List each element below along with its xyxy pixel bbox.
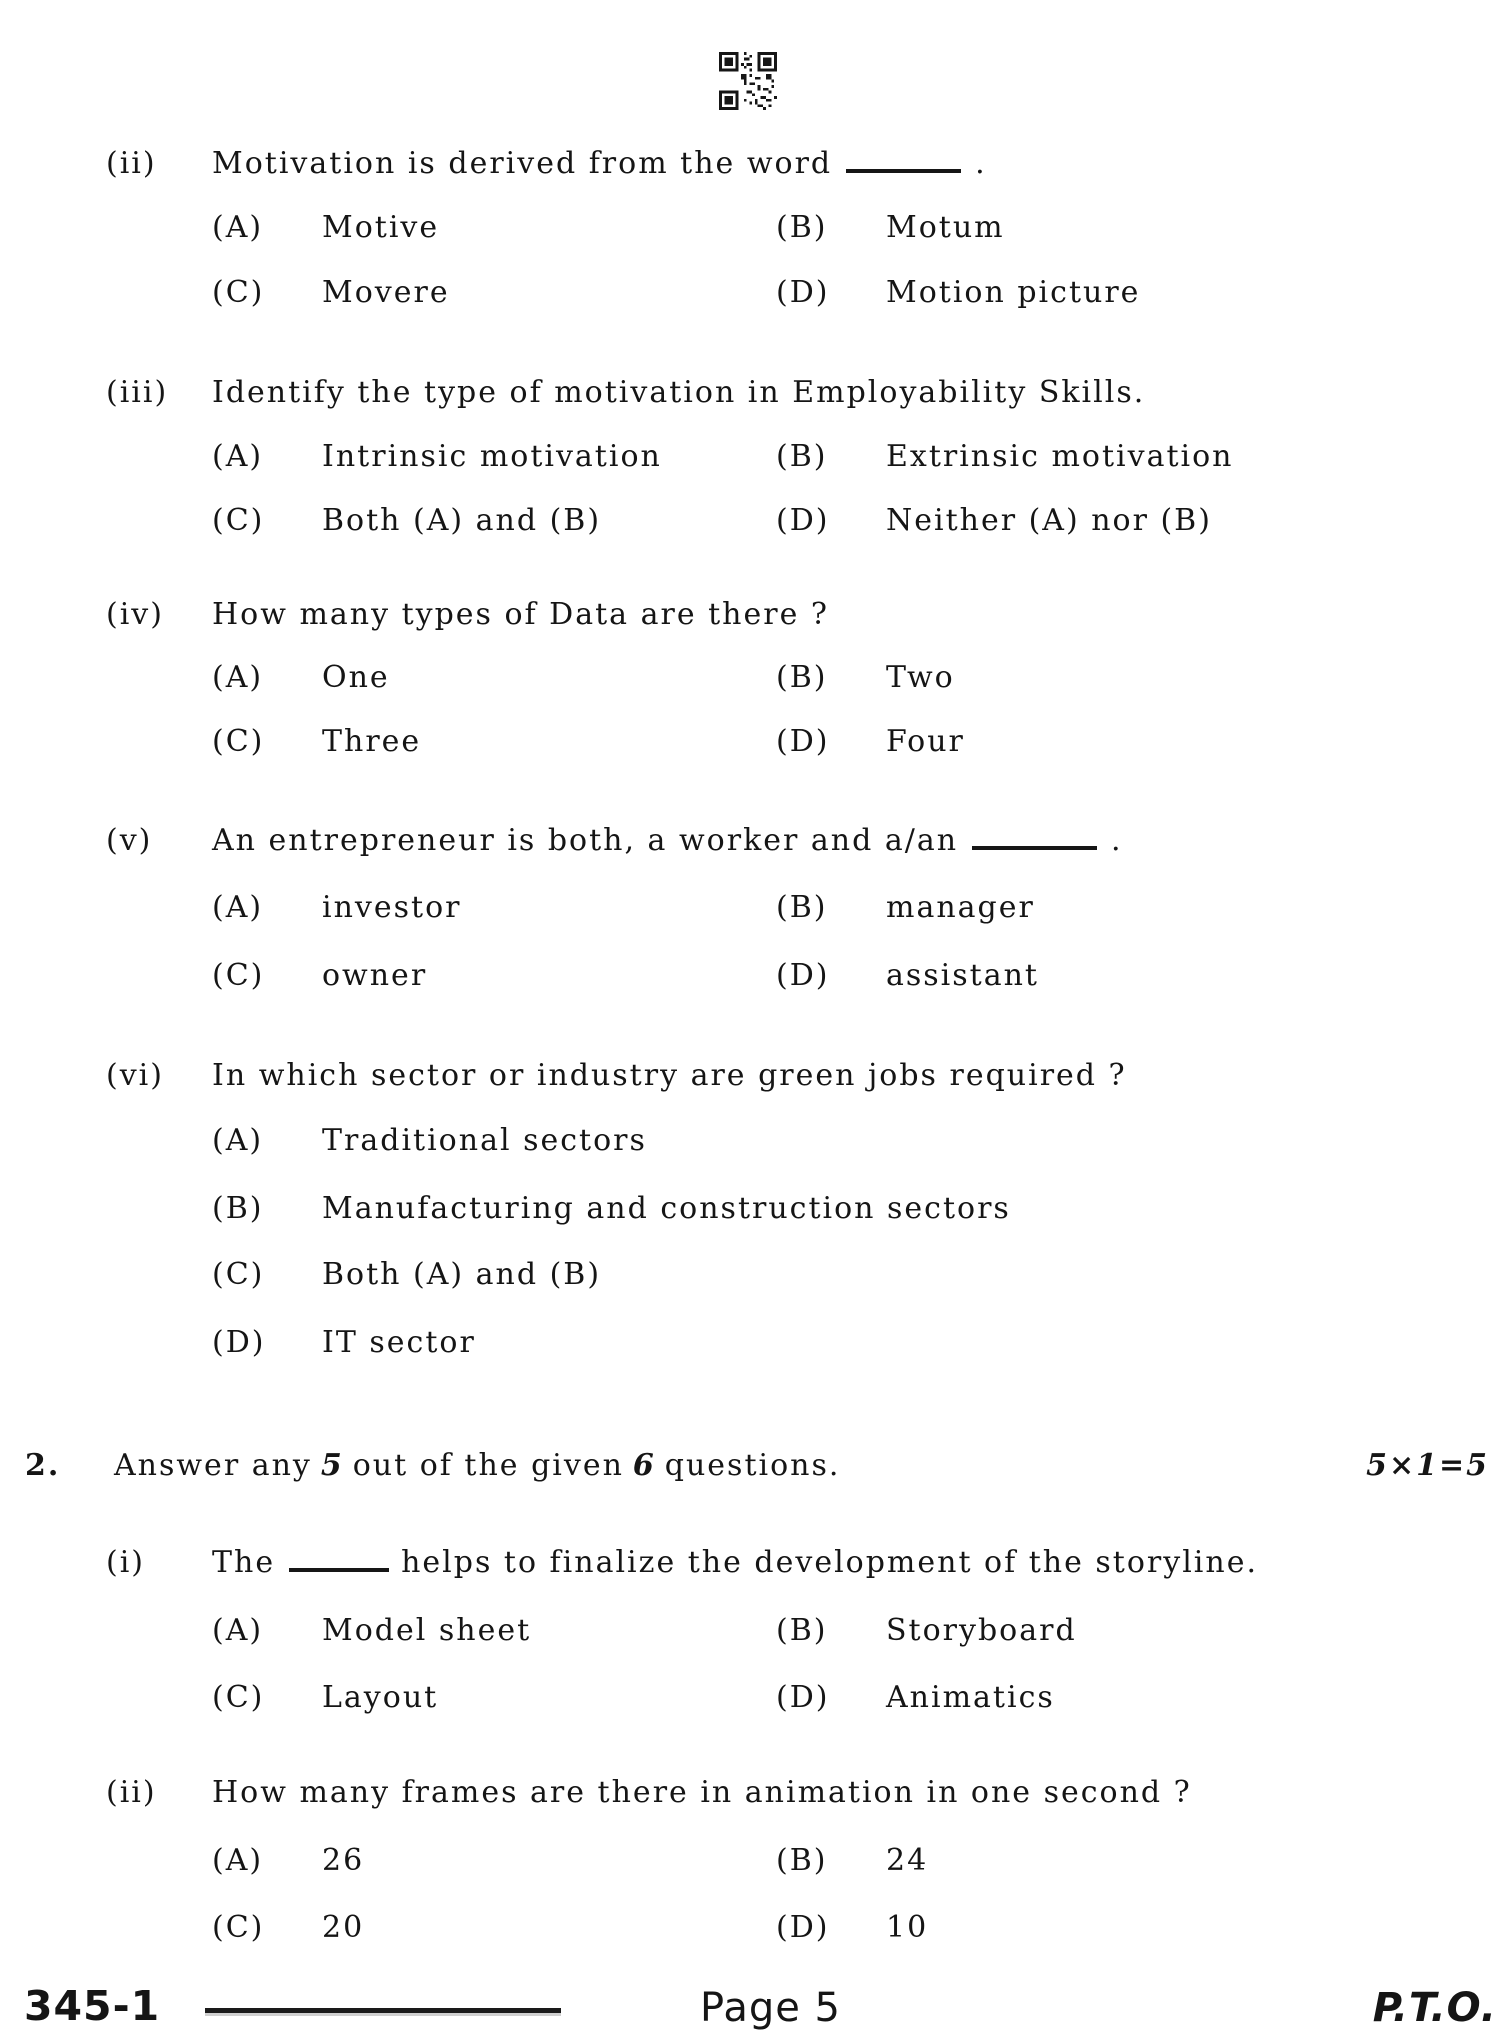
- option-letter: (C): [212, 275, 265, 310]
- option-text: Motive: [322, 210, 440, 245]
- option-text: Both (A) and (B): [322, 1257, 602, 1292]
- option-text: Model sheet: [322, 1613, 532, 1648]
- question-number: (ii): [106, 146, 157, 181]
- footer-paper-code: 345-1: [24, 1982, 161, 2030]
- option-text: owner: [322, 958, 428, 993]
- option-text: Motion picture: [886, 275, 1141, 310]
- options-row: [0, 210, 1505, 254]
- question-row: [0, 375, 1505, 419]
- options-row: [0, 890, 1505, 934]
- option-letter: (A): [212, 890, 264, 925]
- question-row: [0, 1775, 1505, 1819]
- option-text: Three: [322, 724, 422, 759]
- option-letter: (C): [212, 1680, 265, 1715]
- option-letter: (D): [776, 1680, 830, 1715]
- section-instruction: Answer any 5 out of the given 6 questions.: [114, 1448, 841, 1483]
- options-row: [0, 1257, 1505, 1301]
- option-letter: (C): [212, 958, 265, 993]
- page-footer: [0, 1982, 1505, 2034]
- option-letter: (B): [776, 1613, 828, 1648]
- option-letter: (A): [212, 1123, 264, 1158]
- question-text: The helps to finalize the development of the storyline.: [212, 1545, 1259, 1580]
- options-row: [0, 1843, 1505, 1887]
- question-number: (iv): [106, 597, 164, 632]
- footer-divider-line: [205, 2008, 561, 2013]
- option-text: Storyboard: [886, 1613, 1077, 1648]
- question-number: (iii): [106, 375, 169, 410]
- marks-label: 5×1=5: [1366, 1448, 1489, 1483]
- question-text: How many frames are there in animation in one second ?: [212, 1775, 1192, 1810]
- option-text: 10: [886, 1910, 929, 1945]
- option-text: Motum: [886, 210, 1005, 245]
- option-text: investor: [322, 890, 462, 925]
- section-heading-row: [0, 1448, 1505, 1492]
- option-text: assistant: [886, 958, 1039, 993]
- option-letter: (B): [212, 1191, 264, 1226]
- question-text: An entrepreneur is both, a worker and a/an .: [212, 823, 1123, 858]
- question-number: (v): [106, 823, 153, 858]
- blank-line: [972, 840, 1097, 850]
- question-text: In which sector or industry are green jobs required ?: [212, 1058, 1127, 1093]
- option-text: Manufacturing and construction sectors: [322, 1191, 1011, 1226]
- question-number: (i): [106, 1545, 146, 1580]
- option-letter: (C): [212, 1910, 265, 1945]
- question-row: [0, 146, 1505, 190]
- option-text: Layout: [322, 1680, 439, 1715]
- option-letter: (B): [776, 1843, 828, 1878]
- option-text: IT sector: [322, 1325, 476, 1360]
- option-letter: (D): [776, 1910, 830, 1945]
- option-text: Neither (A) nor (B): [886, 503, 1212, 538]
- option-text: 24: [886, 1843, 929, 1878]
- qr-code: [719, 52, 777, 110]
- options-row: [0, 275, 1505, 319]
- option-letter: (A): [212, 1613, 264, 1648]
- option-letter: (C): [212, 1257, 265, 1292]
- blank-line: [846, 163, 961, 173]
- option-letter: (B): [776, 439, 828, 474]
- option-letter: (C): [212, 724, 265, 759]
- question-row: [0, 1058, 1505, 1102]
- option-letter: (D): [212, 1325, 266, 1360]
- options-row: [0, 1191, 1505, 1235]
- options-row: [0, 660, 1505, 704]
- options-row: [0, 1325, 1505, 1369]
- options-row: [0, 1680, 1505, 1724]
- question-row: [0, 1545, 1505, 1589]
- option-text: Extrinsic motivation: [886, 439, 1234, 474]
- footer-page-number: Page 5: [700, 1985, 841, 2031]
- option-letter: (D): [776, 503, 830, 538]
- option-letter: (D): [776, 958, 830, 993]
- options-row: [0, 503, 1505, 547]
- question-number: (vi): [106, 1058, 164, 1093]
- blank-line: [289, 1562, 389, 1572]
- option-text: Both (A) and (B): [322, 503, 602, 538]
- question-row: [0, 597, 1505, 641]
- options-row: [0, 958, 1505, 1002]
- options-row: [0, 724, 1505, 768]
- option-text: 26: [322, 1843, 365, 1878]
- option-text: 20: [322, 1910, 365, 1945]
- options-row: [0, 439, 1505, 483]
- option-text: Traditional sectors: [322, 1123, 647, 1158]
- options-row: [0, 1123, 1505, 1167]
- question-text: How many types of Data are there ?: [212, 597, 829, 632]
- section-number: 2.: [25, 1448, 61, 1483]
- option-letter: (A): [212, 660, 264, 695]
- option-text: Intrinsic motivation: [322, 439, 662, 474]
- option-letter: (B): [776, 660, 828, 695]
- option-letter: (A): [212, 439, 264, 474]
- options-row: [0, 1910, 1505, 1954]
- option-letter: (C): [212, 503, 265, 538]
- question-text: Motivation is derived from the word .: [212, 146, 987, 181]
- option-letter: (A): [212, 1843, 264, 1878]
- option-text: Animatics: [886, 1680, 1055, 1715]
- option-letter: (D): [776, 275, 830, 310]
- question-row: [0, 823, 1505, 867]
- option-text: manager: [886, 890, 1035, 925]
- option-text: Two: [886, 660, 955, 695]
- footer-pto-label: P.T.O.: [1372, 1985, 1497, 2031]
- options-row: [0, 1613, 1505, 1657]
- option-text: One: [322, 660, 390, 695]
- option-text: Movere: [322, 275, 450, 310]
- option-letter: (A): [212, 210, 264, 245]
- option-letter: (D): [776, 724, 830, 759]
- option-letter: (B): [776, 890, 828, 925]
- option-text: Four: [886, 724, 965, 759]
- question-number: (ii): [106, 1775, 157, 1810]
- option-letter: (B): [776, 210, 828, 245]
- question-text: Identify the type of motivation in Employability Skills.: [212, 375, 1146, 410]
